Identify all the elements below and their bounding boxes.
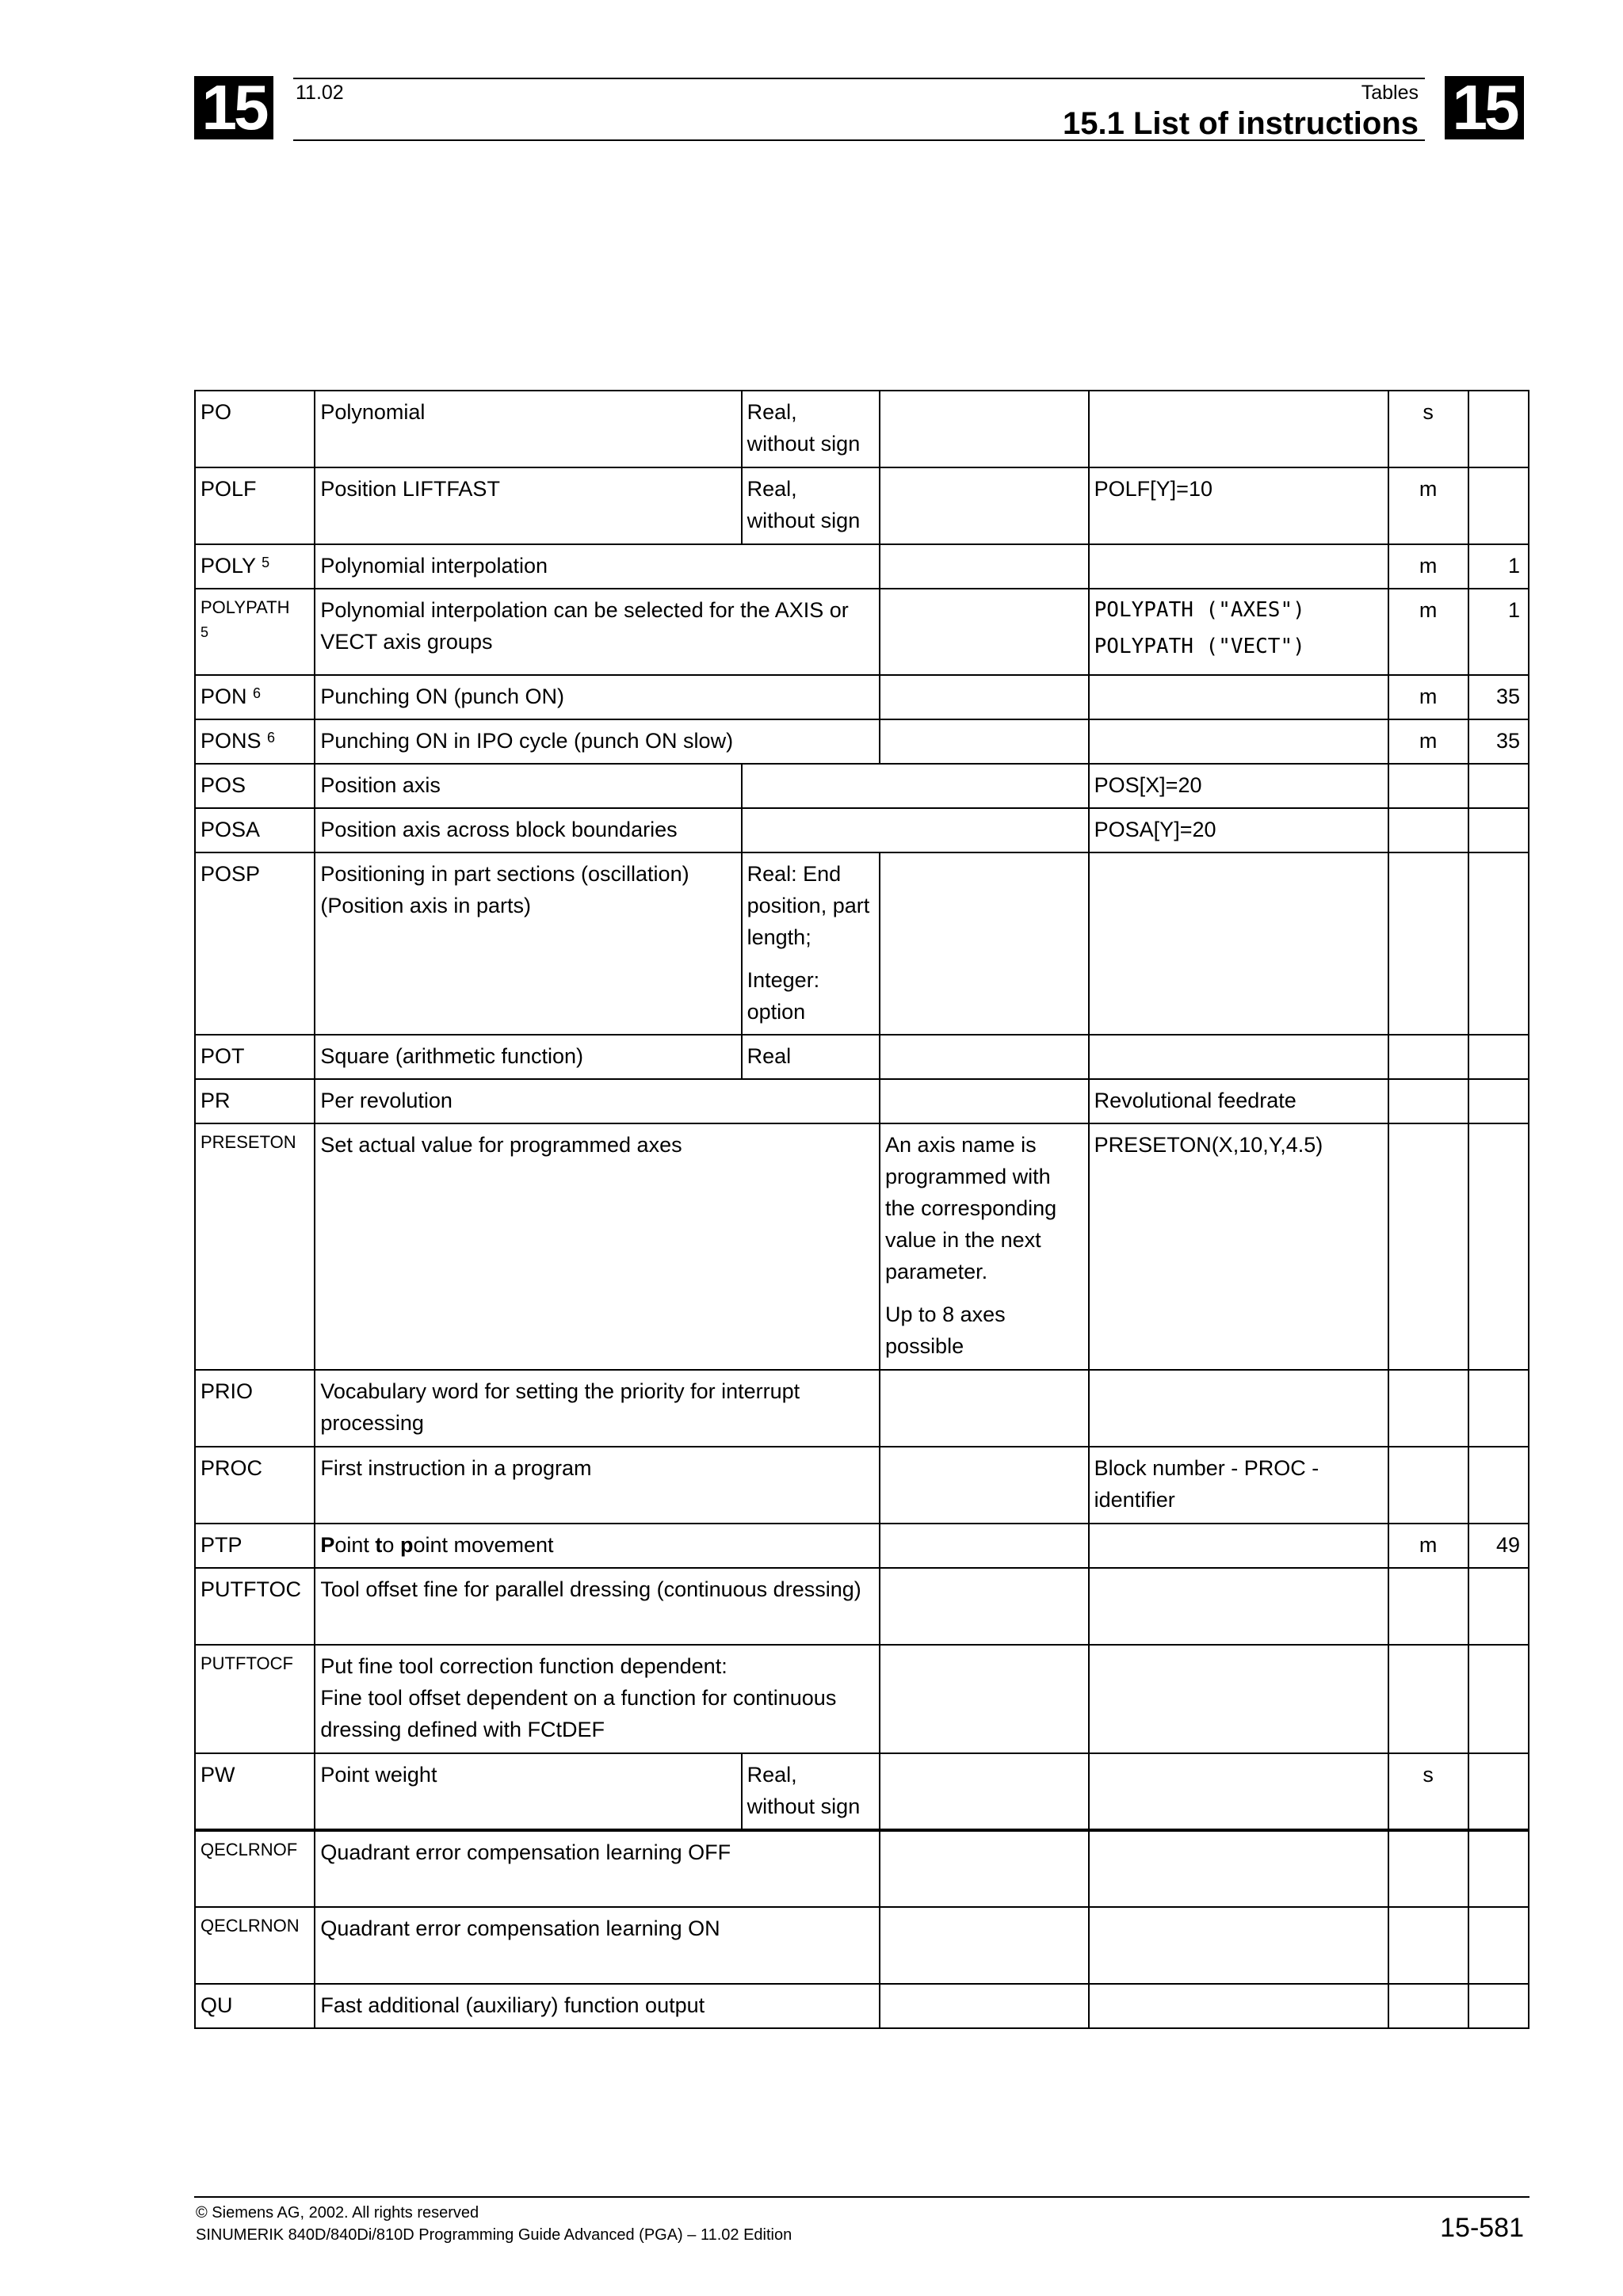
- table-row: [195, 808, 1529, 852]
- instruction-name: [195, 544, 315, 589]
- description-line: Fine tool offset dependent on a function for continuous dressing defined with FCtDEF: [320, 1686, 837, 1741]
- instruction-name: PRESETON: [195, 1123, 315, 1370]
- instruction-description: Point weight: [315, 1753, 741, 1830]
- instruction-example: [1089, 1830, 1388, 1907]
- instruction-name: PW: [195, 1753, 315, 1830]
- instruction-description: Tool offset fine for parallel dressing (continuous dressing): [315, 1568, 880, 1645]
- table-row: [195, 1370, 1529, 1447]
- instruction-example: [1089, 391, 1388, 467]
- instruction-group: 35: [1468, 675, 1529, 719]
- instruction-name: PUTFTOCF: [195, 1645, 315, 1753]
- instruction-example: [1089, 544, 1388, 589]
- type-line: without sign: [747, 432, 861, 456]
- instruction-description: Fast additional (auxiliary) function output: [315, 1984, 880, 2028]
- table-row: [195, 719, 1529, 764]
- name-text: PONS: [200, 729, 262, 753]
- instruction-modal: m: [1388, 589, 1468, 675]
- note-line: Up to 8 axes possible: [885, 1302, 1006, 1358]
- instruction-note: [880, 1370, 1089, 1447]
- page-number: 15-581: [1440, 2213, 1524, 2243]
- instruction-group: [1468, 1830, 1529, 1907]
- instruction-example: POLF[Y]=10: [1089, 467, 1388, 544]
- instruction-group: [1468, 1123, 1529, 1370]
- instruction-description: First instruction in a program: [315, 1447, 880, 1524]
- instruction-group: 1: [1468, 544, 1529, 589]
- instruction-description: [315, 1645, 880, 1753]
- table-row: [195, 1907, 1529, 1984]
- description-part: oint: [334, 1533, 376, 1557]
- table-row: [195, 1753, 1529, 1830]
- instruction-table: [194, 390, 1529, 2029]
- type-line: without sign: [747, 509, 861, 532]
- header-rule-top: [293, 78, 1425, 79]
- instruction-note: [880, 1524, 1089, 1568]
- table-row: [195, 852, 1529, 1035]
- type-line: Real,: [747, 477, 797, 501]
- instruction-modal: [1388, 1370, 1468, 1447]
- instruction-group: [1468, 808, 1529, 852]
- header-date: 11.02: [296, 82, 344, 104]
- instruction-group: 1: [1468, 589, 1529, 675]
- instruction-modal: m: [1388, 467, 1468, 544]
- instruction-type: [742, 852, 880, 1035]
- description-part: p: [399, 1533, 414, 1557]
- instruction-example: [1089, 1568, 1388, 1645]
- instruction-name: [195, 675, 315, 719]
- instruction-group: [1468, 852, 1529, 1035]
- instruction-modal: [1388, 852, 1468, 1035]
- table-row: [195, 1984, 1529, 2028]
- instruction-example: [1089, 589, 1388, 675]
- instruction-name: POLF: [195, 467, 315, 544]
- instruction-modal: [1388, 1079, 1468, 1123]
- description-part: oint movement: [413, 1533, 554, 1557]
- instruction-modal: [1388, 1984, 1468, 2028]
- instruction-note: [880, 1753, 1089, 1830]
- instruction-example: [1089, 1370, 1388, 1447]
- instruction-name: POSA: [195, 808, 315, 852]
- instruction-modal: m: [1388, 544, 1468, 589]
- page-title: 15.1 List of instructions: [1063, 106, 1419, 141]
- instruction-example: [1089, 1645, 1388, 1753]
- instruction-group: [1468, 467, 1529, 544]
- instruction-description: Position axis: [315, 764, 741, 808]
- table-row: [195, 1568, 1529, 1645]
- instruction-modal: [1388, 1907, 1468, 1984]
- instruction-name: QU: [195, 1984, 315, 2028]
- type-line: Integer: option: [747, 968, 820, 1024]
- instruction-example: [1089, 1907, 1388, 1984]
- instruction-name: POS: [195, 764, 315, 808]
- instruction-group: [1468, 1447, 1529, 1524]
- instruction-note: [880, 391, 1089, 467]
- name-text: POLYPATH: [200, 597, 290, 617]
- table-row: [195, 764, 1529, 808]
- description-part: P: [320, 1533, 335, 1557]
- instruction-modal: s: [1388, 391, 1468, 467]
- footer-rule: [194, 2196, 1529, 2198]
- instruction-type: Real: [742, 1035, 880, 1079]
- table-row: [195, 391, 1529, 467]
- instruction-description: Punching ON (punch ON): [315, 675, 880, 719]
- instruction-note: [880, 1035, 1089, 1079]
- instruction-name: PR: [195, 1079, 315, 1123]
- instruction-note: [880, 675, 1089, 719]
- instruction-note: [880, 467, 1089, 544]
- instruction-example: POS[X]=20: [1089, 764, 1388, 808]
- table-row: [195, 589, 1529, 675]
- instruction-name: PTP: [195, 1524, 315, 1568]
- instruction-example: [1089, 719, 1388, 764]
- footer-guide-title: SINUMERIK 840D/840Di/810D Programming Guide Advanced (PGA) – 11.02 Edition: [196, 2226, 792, 2244]
- instruction-description: Set actual value for programmed axes: [315, 1123, 880, 1370]
- instruction-description: Position LIFTFAST: [315, 467, 741, 544]
- type-line: Real,: [747, 400, 797, 424]
- instruction-modal: [1388, 1645, 1468, 1753]
- instruction-name: QECLRNOF: [195, 1830, 315, 1907]
- instruction-note: [880, 544, 1089, 589]
- type-line: Real: End position, part length;: [747, 862, 870, 949]
- instruction-description: Quadrant error compensation learning OFF: [315, 1830, 880, 1907]
- instruction-note: [880, 1984, 1089, 2028]
- instruction-note: [880, 1907, 1089, 1984]
- instruction-description: Polynomial: [315, 391, 741, 467]
- instruction-type: [742, 764, 1089, 808]
- instruction-example: PRESETON(X,10,Y,4.5): [1089, 1123, 1388, 1370]
- instruction-modal: [1388, 1035, 1468, 1079]
- footer-copyright: © Siemens AG, 2002. All rights reserved: [196, 2204, 479, 2222]
- example-line: POLYPATH ("VECT"): [1094, 635, 1305, 658]
- table-row: [195, 1035, 1529, 1079]
- instruction-name: POT: [195, 1035, 315, 1079]
- table-row: [195, 544, 1529, 589]
- table-row: [195, 1123, 1529, 1370]
- instruction-description: Punching ON in IPO cycle (punch ON slow): [315, 719, 880, 764]
- instruction-group: [1468, 391, 1529, 467]
- header-section-label: Tables: [1361, 82, 1419, 104]
- instruction-note: [880, 589, 1089, 675]
- instruction-note: [880, 1645, 1089, 1753]
- table-row: [195, 1447, 1529, 1524]
- instruction-note: [880, 719, 1089, 764]
- instruction-name: PRIO: [195, 1370, 315, 1447]
- table-row: [195, 1524, 1529, 1568]
- instruction-group: [1468, 1907, 1529, 1984]
- instruction-example: [1089, 1984, 1388, 2028]
- name-text: POLY: [200, 554, 256, 578]
- footnote-ref: 6: [267, 730, 276, 746]
- instruction-type: [742, 808, 1089, 852]
- instruction-description: Vocabulary word for setting the priority for interrupt processing: [315, 1370, 880, 1447]
- instruction-example: [1089, 1035, 1388, 1079]
- table-row: [195, 1645, 1529, 1753]
- instruction-example: Revolutional feedrate: [1089, 1079, 1388, 1123]
- instruction-example: [1089, 1753, 1388, 1830]
- instruction-group: [1468, 764, 1529, 808]
- chapter-marker-left: 15: [194, 76, 273, 139]
- instruction-description: Polynomial interpolation can be selected for the AXIS or VECT axis groups: [315, 589, 880, 675]
- instruction-modal: [1388, 764, 1468, 808]
- instruction-name: [195, 719, 315, 764]
- instruction-example: POSA[Y]=20: [1089, 808, 1388, 852]
- description-part: o: [382, 1533, 400, 1557]
- instruction-group: [1468, 1079, 1529, 1123]
- instruction-modal: s: [1388, 1753, 1468, 1830]
- instruction-note: [880, 1830, 1089, 1907]
- type-line: without sign: [747, 1794, 861, 1818]
- table-row: [195, 1079, 1529, 1123]
- footnote-ref: 5: [200, 624, 209, 640]
- instruction-note: [880, 1123, 1089, 1370]
- instruction-modal: [1388, 1123, 1468, 1370]
- instruction-description: Quadrant error compensation learning ON: [315, 1907, 880, 1984]
- instruction-name: PUTFTOC: [195, 1568, 315, 1645]
- instruction-description: Per revolution: [315, 1079, 880, 1123]
- instruction-group: [1468, 1645, 1529, 1753]
- description-part: t: [375, 1533, 383, 1557]
- instruction-modal: m: [1388, 719, 1468, 764]
- instruction-modal: [1388, 808, 1468, 852]
- instruction-note: [880, 1079, 1089, 1123]
- description-line: Put fine tool correction function dependent:: [320, 1654, 727, 1678]
- name-text: PON: [200, 685, 247, 708]
- instruction-name: [195, 589, 315, 675]
- table-row: [195, 675, 1529, 719]
- instruction-example: Block number - PROC - identifier: [1089, 1447, 1388, 1524]
- instruction-modal: m: [1388, 1524, 1468, 1568]
- footnote-ref: 6: [253, 685, 262, 701]
- instruction-name: PO: [195, 391, 315, 467]
- note-line: An axis name is programmed with the corresponding value in the next parameter.: [885, 1133, 1057, 1283]
- instruction-group: [1468, 1568, 1529, 1645]
- example-line: POLYPATH ("AXES"): [1094, 598, 1305, 622]
- table-row: [195, 467, 1529, 544]
- instruction-name: QECLRNON: [195, 1907, 315, 1984]
- instruction-group: [1468, 1035, 1529, 1079]
- type-line: Real,: [747, 1763, 797, 1787]
- table-row: [195, 1830, 1529, 1907]
- instruction-group: [1468, 1370, 1529, 1447]
- instruction-type: [742, 467, 880, 544]
- instruction-description: Positioning in part sections (oscillation) (Position axis in parts): [315, 852, 741, 1035]
- instruction-group: [1468, 1984, 1529, 2028]
- instruction-note: [880, 1568, 1089, 1645]
- instruction-example: [1089, 1524, 1388, 1568]
- instruction-note: [880, 852, 1089, 1035]
- chapter-marker-right: 15: [1445, 76, 1524, 139]
- instruction-name: POSP: [195, 852, 315, 1035]
- instruction-group: 49: [1468, 1524, 1529, 1568]
- instruction-modal: m: [1388, 675, 1468, 719]
- instruction-type: [742, 391, 880, 467]
- instruction-type: [742, 1753, 880, 1830]
- instruction-description: Position axis across block boundaries: [315, 808, 741, 852]
- instruction-example: [1089, 852, 1388, 1035]
- instruction-note: [880, 1447, 1089, 1524]
- instruction-example: [1089, 675, 1388, 719]
- instruction-description: Square (arithmetic function): [315, 1035, 741, 1079]
- instruction-modal: [1388, 1447, 1468, 1524]
- instruction-name: PROC: [195, 1447, 315, 1524]
- footnote-ref: 5: [262, 555, 270, 570]
- instruction-description: [315, 1524, 880, 1568]
- instruction-group: 35: [1468, 719, 1529, 764]
- instruction-group: [1468, 1753, 1529, 1830]
- instruction-modal: [1388, 1830, 1468, 1907]
- instruction-description: Polynomial interpolation: [315, 544, 880, 589]
- instruction-modal: [1388, 1568, 1468, 1645]
